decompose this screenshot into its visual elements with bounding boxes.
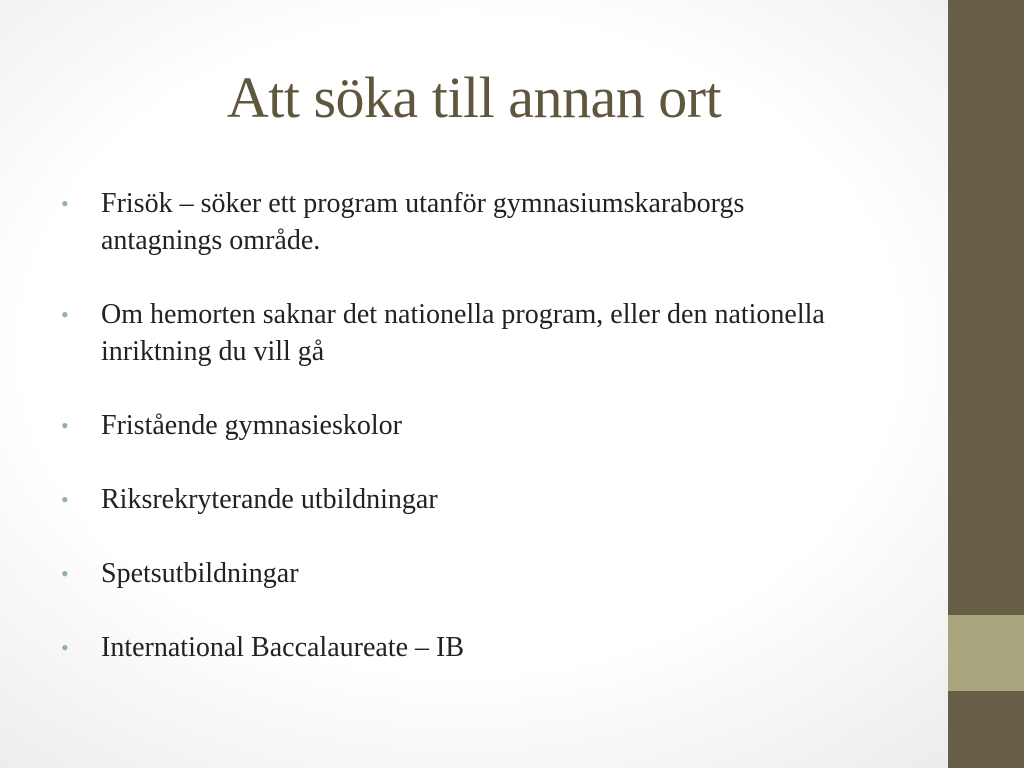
bullet-dot-icon: • bbox=[61, 413, 69, 438]
bullet-dot-icon: • bbox=[61, 561, 69, 586]
bullet-dot-icon: • bbox=[61, 487, 69, 512]
bullet-text: Om hemorten saknar det nationella program, eller den nationella inriktning du vill gå bbox=[101, 299, 825, 367]
bullet-dot-icon: • bbox=[61, 191, 69, 216]
bullet-item bbox=[60, 555, 860, 592]
bullet-item bbox=[60, 481, 860, 518]
bullet-item bbox=[60, 629, 860, 666]
slide-title: Att söka till annan ort bbox=[226, 65, 722, 130]
bullet-dot-icon: • bbox=[61, 302, 69, 327]
bullet-dot-icon: • bbox=[61, 635, 69, 660]
bullet-text: Spetsutbildningar bbox=[101, 558, 299, 589]
bullet-item bbox=[60, 407, 860, 444]
bullet-text: International Baccalaureate – IB bbox=[101, 632, 465, 663]
bullet-item bbox=[60, 185, 860, 259]
bullet-text: Frisök – söker ett program utanför gymnasiumskaraborgs antagnings område. bbox=[101, 188, 745, 256]
bullet-list bbox=[60, 185, 860, 703]
bullet-item bbox=[60, 296, 860, 370]
side-band-accent bbox=[948, 615, 1024, 691]
bullet-text: Fristående gymnasieskolor bbox=[101, 410, 402, 441]
bullet-text: Riksrekryterande utbildningar bbox=[101, 484, 438, 515]
